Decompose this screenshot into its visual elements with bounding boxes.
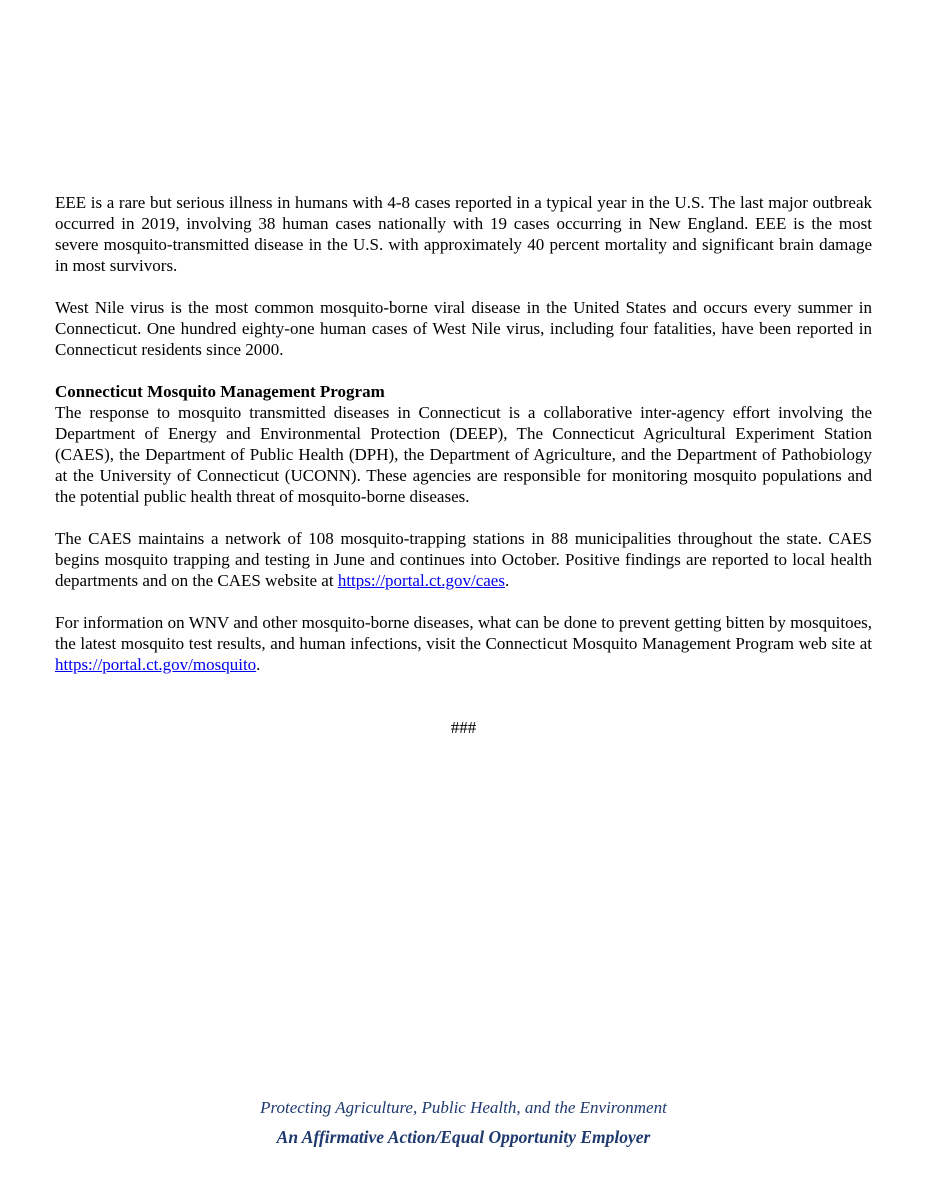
- program-section: [55, 381, 872, 507]
- info-end: .: [256, 655, 261, 674]
- press-release-body: [55, 192, 872, 696]
- caes-paragraph: [55, 528, 872, 591]
- footer-tagline: Protecting Agriculture, Public Health, and the Environment: [260, 1098, 667, 1117]
- eee-paragraph: EEE is a rare but serious illness in humans with 4-8 cases reported in a typical year in the U.S. The last major outbreak occurred in 2019, involving 38 human cases nationally with 19 cases occurring in New England. EEE is the most severe mosquito-transmitted disease in the U.S. with approximately 40 percent mortality and significant brain damage in most survivors.: [55, 193, 872, 275]
- caes-end: .: [504, 571, 510, 590]
- caes-text: The CAES maintains a network of 108 mosquito-trapping stations in 88 municipalities throughout the state. CAES begins mosquito trapping and testing in June and continues into October. Positive findings are reported to local health departments and on the CAES website at: [55, 529, 872, 590]
- mosquito-website-link[interactable]: https://portal.ct.gov/mosquito: [55, 655, 257, 674]
- caes-website-link[interactable]: https://portal.ct.gov/caes: [337, 571, 505, 590]
- program-heading: Connecticut Mosquito Management Program: [55, 382, 385, 401]
- info-text: For information on WNV and other mosquito-borne diseases, what can be done to prevent getting bitten by mosquitoes, the latest mosquito test results, and human infections, visit the Connecticut Mosquito Management Program web site at: [55, 613, 872, 653]
- info-paragraph: [55, 612, 872, 675]
- wnv-paragraph: West Nile virus is the most common mosquito-borne viral disease in the United States and occurs every summer in Connecticut. One hundred eighty-one human cases of West Nile virus, including four fatalities, have been reported in Connecticut residents since 2000.: [55, 298, 872, 359]
- program-paragraph: The response to mosquito transmitted diseases in Connecticut is a collaborative inter-agency effort involving the Department of Energy and Environmental Protection (DEEP), The Connecticut Agricultural Experiment Station (CAES), the Department of Public Health (DPH), the Department of Agriculture, and the Department of Pathobiology at the University of Connecticut (UCONN). These agencies are responsible for monitoring mosquito populations and the potential public health threat of mosquito-borne diseases.: [55, 403, 872, 506]
- end-of-release-mark: ###: [450, 718, 477, 737]
- footer-employer-statement: An Affirmative Action/Equal Opportunity Employer: [276, 1127, 651, 1147]
